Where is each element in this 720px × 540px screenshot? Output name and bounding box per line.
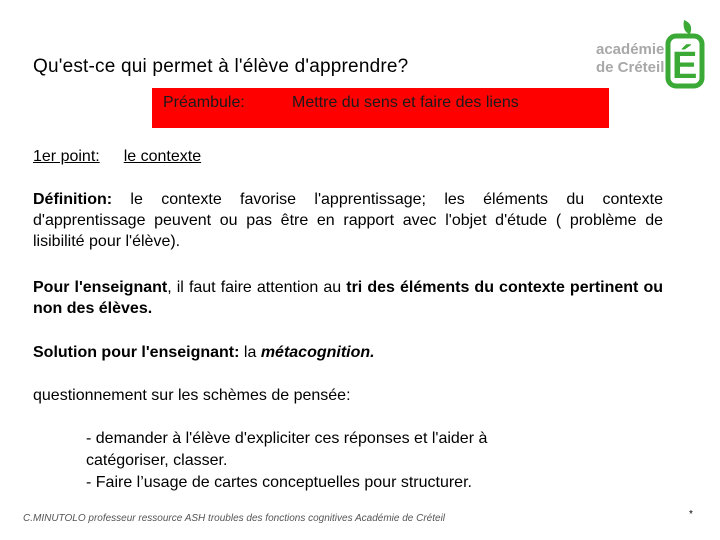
- list-item: - Faire l’usage de cartes conceptuelles pour structurer.: [86, 474, 472, 491]
- footer-credit: C.MINUTOLO professeur ressource ASH troubles des fonctions cognitives Académie de Créteil: [23, 513, 446, 524]
- definition-label: Définition:: [33, 191, 113, 208]
- academie-creteil-logo: [594, 18, 712, 98]
- solution-paragraph: [33, 342, 663, 363]
- preambule-banner: [152, 88, 609, 128]
- logo-line2: de Créteil: [596, 59, 665, 76]
- point-subject: le contexte: [123, 148, 202, 165]
- definition-text: le contexte favorise l'apprentissage; les éléments du contexte d'apprentissage peuvent ou pas être en rapport avec l'objet d'étude ( problème de lisibilité pour l'élève).: [33, 191, 663, 250]
- question-paragraph: questionnement sur les schèmes de pensée:: [33, 387, 351, 404]
- enseignant-text1: , il faut faire attention au: [167, 279, 347, 296]
- page-mark: *: [689, 509, 693, 520]
- logo-letter: É: [672, 45, 698, 87]
- page-title: Qu'est-ce qui permet à l'élève d'apprendre?: [33, 56, 409, 77]
- action-list: [86, 428, 556, 494]
- point-label: 1er point:: [33, 148, 100, 165]
- list-item: - demander à l'élève d'expliciter ces réponses et l'aider à catégoriser, classer.: [86, 430, 488, 469]
- solution-label: Solution pour l'enseignant:: [33, 344, 240, 361]
- solution-emph: métacognition.: [260, 344, 375, 361]
- enseignant-paragraph: [33, 277, 663, 319]
- preambule-label: Préambule:: [163, 94, 245, 111]
- point-heading: [33, 148, 201, 166]
- logo-line1: académie: [596, 41, 665, 58]
- definition-paragraph: [33, 189, 663, 252]
- solution-text: la: [239, 344, 261, 361]
- enseignant-bold1: Pour l'enseignant: [33, 279, 168, 296]
- preambule-text: Mettre du sens et faire des liens: [292, 94, 519, 111]
- enseignant-bold2: tri des éléments du contexte pertinent ou non des élèves.: [33, 279, 663, 317]
